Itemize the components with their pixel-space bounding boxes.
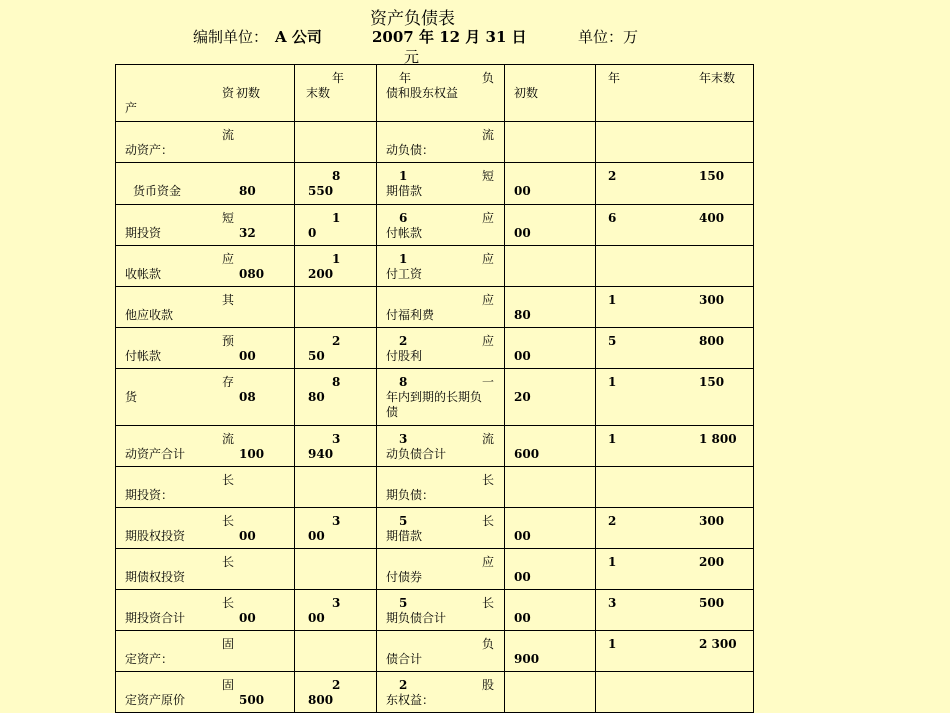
liability-closing-cell: [596, 122, 754, 163]
liability-closing-value: 300: [699, 293, 725, 307]
table-header-row: [116, 65, 754, 122]
liability-name: 期借款: [386, 184, 423, 198]
liability-closing-prefix: 2: [608, 169, 617, 183]
liability-closing-value: 150: [699, 375, 725, 389]
asset-opening-value: 080: [239, 267, 265, 281]
liability-closing-cell: [596, 328, 754, 369]
asset-name: 收帐款: [125, 267, 162, 281]
liability-name: 期负债合计: [386, 611, 447, 625]
asset-closing-top: 8: [332, 375, 341, 389]
asset-name-cell: [116, 163, 295, 205]
liability-closing-cell: [596, 246, 754, 287]
prepared-by-label: 编制单位：: [193, 28, 269, 46]
asset-closing-value: 80: [308, 390, 325, 404]
header-end-bottom: 末数: [306, 86, 331, 100]
liability-prefix-digit: 2: [399, 334, 408, 348]
asset-closing-cell: [295, 328, 377, 369]
asset-name-top: 流: [222, 128, 235, 142]
asset-name-cell: [116, 205, 295, 246]
liability-name-cell: [377, 369, 505, 426]
asset-name: 定资产原价: [125, 693, 186, 707]
asset-name: 期投资：: [125, 488, 174, 502]
table-row: [116, 590, 754, 631]
liability-name-top: 流: [482, 128, 495, 142]
liability-opening-cell: [505, 328, 596, 369]
asset-name: 付帐款: [125, 349, 162, 363]
table-row: [116, 287, 754, 328]
liability-name-top: 流: [482, 432, 495, 446]
table-row: [116, 467, 754, 508]
liability-name: 付帐款: [386, 226, 423, 240]
liability-closing-cell: [596, 426, 754, 467]
header-assets-bottom: 产: [125, 101, 138, 115]
liability-name-top: 长: [482, 473, 495, 487]
asset-name-top: 长: [222, 514, 235, 528]
liability-prefix-digit: 5: [399, 514, 408, 528]
asset-closing-cell: [295, 287, 377, 328]
liability-closing-cell: [596, 467, 754, 508]
liability-prefix-digit: 1: [399, 169, 408, 183]
asset-name-top: 固: [222, 678, 235, 692]
asset-closing-cell: [295, 205, 377, 246]
liability-closing-value: 150: [699, 169, 725, 183]
liability-name: 东权益：: [386, 693, 435, 707]
table-row: [116, 328, 754, 369]
liability-name-top: 长: [482, 514, 495, 528]
asset-name-cell: [116, 631, 295, 672]
asset-opening-value: 00: [239, 611, 256, 625]
liability-closing-cell: [596, 508, 754, 549]
liability-closing-value: 800: [699, 334, 725, 348]
balance-sheet-table: [115, 64, 754, 713]
liability-opening-value: 900: [514, 652, 540, 666]
asset-closing-top: 2: [332, 334, 341, 348]
asset-closing-value: 940: [308, 447, 334, 461]
asset-closing-value: 50: [308, 349, 325, 363]
asset-name-top: 应: [222, 252, 235, 266]
table-row: [116, 122, 754, 163]
liability-opening-cell: [505, 549, 596, 590]
asset-name-cell: [116, 328, 295, 369]
asset-opening-value: 08: [239, 390, 256, 404]
liability-opening-value: 600: [514, 447, 540, 461]
asset-name-top: 长: [222, 596, 235, 610]
asset-closing-cell: [295, 672, 377, 713]
liability-name-cell: [377, 590, 505, 631]
asset-name-cell: [116, 590, 295, 631]
liability-opening-value: 00: [514, 570, 531, 584]
liability-name: 债合计: [386, 652, 423, 666]
liability-opening-cell: [505, 467, 596, 508]
table-row: [116, 426, 754, 467]
asset-name: 期投资: [125, 226, 162, 240]
asset-closing-cell: [295, 246, 377, 287]
header-liab-bottom: 债和股东权益: [386, 86, 459, 100]
liability-name-cell: [377, 467, 505, 508]
liability-opening-cell: [505, 369, 596, 426]
liability-name: 付股利: [386, 349, 423, 363]
liability-opening-cell: [505, 508, 596, 549]
table-row: [116, 205, 754, 246]
liability-name-top: 长: [482, 596, 495, 610]
asset-closing-value: 00: [308, 529, 325, 543]
asset-closing-cell: [295, 467, 377, 508]
liability-closing-cell: [596, 672, 754, 713]
header-end-cell: [295, 65, 377, 122]
asset-closing-cell: [295, 163, 377, 205]
liability-closing-prefix: 1: [608, 555, 617, 569]
liability-closing-prefix: 1: [608, 375, 617, 389]
liability-name-cell: [377, 549, 505, 590]
asset-closing-cell: [295, 631, 377, 672]
liability-closing-cell: [596, 205, 754, 246]
asset-opening-value: 80: [239, 184, 256, 198]
asset-closing-top: 1: [332, 252, 341, 266]
liability-name-cell: [377, 163, 505, 205]
table-row: [116, 369, 754, 426]
asset-closing-value: 0: [308, 226, 317, 240]
header-assets-open: 初数: [236, 86, 261, 100]
asset-closing-top: 3: [332, 514, 341, 528]
liability-closing-cell: [596, 549, 754, 590]
asset-name: 货: [125, 390, 138, 404]
liability-closing-value: 500: [699, 596, 725, 610]
liability-name: 动负债合计: [386, 447, 447, 461]
liability-closing-value: 1 800: [699, 432, 737, 446]
liability-name-cell: [377, 287, 505, 328]
liability-name: 付工资: [386, 267, 423, 281]
asset-name-cell: [116, 508, 295, 549]
table-row: [116, 163, 754, 205]
liability-name-cell: [377, 122, 505, 163]
liability-name-top: 应: [482, 334, 495, 348]
asset-name-top: 存: [222, 375, 235, 389]
table-row: [116, 549, 754, 590]
liability-name: 付债券: [386, 570, 423, 584]
liability-closing-cell: [596, 287, 754, 328]
liability-closing-prefix: 5: [608, 334, 617, 348]
asset-closing-top: 3: [332, 596, 341, 610]
liability-closing-value: 300: [699, 514, 725, 528]
asset-name-cell: [116, 672, 295, 713]
asset-opening-value: 100: [239, 447, 265, 461]
header-liab-open: 初数: [514, 86, 539, 100]
page-title: 资产负债表: [370, 9, 455, 29]
header-liab-top-right: 负: [482, 71, 495, 85]
asset-name-cell: [116, 369, 295, 426]
liability-name-top: 应: [482, 555, 495, 569]
liability-name-top: 一: [482, 375, 495, 389]
liability-closing-cell: [596, 163, 754, 205]
asset-closing-value: 800: [308, 693, 334, 707]
liability-opening-cell: [505, 246, 596, 287]
liability-name: 年内到期的长期负: [386, 390, 483, 404]
liability-opening-cell: [505, 672, 596, 713]
asset-name-top: 固: [222, 637, 235, 651]
liability-closing-value: 2 300: [699, 637, 737, 651]
liability-name-top: 应: [482, 293, 495, 307]
liability-opening-cell: [505, 205, 596, 246]
liability-name-cell: [377, 508, 505, 549]
header-liab-open-cell: [505, 65, 596, 122]
liability-opening-value: 20: [514, 390, 531, 404]
liability-name-cell: [377, 672, 505, 713]
liability-name-top: 股: [482, 678, 495, 692]
asset-name: 期债权投资: [125, 570, 186, 584]
header-assets-cell: [116, 65, 295, 122]
asset-closing-top: 2: [332, 678, 341, 692]
table-row: [116, 631, 754, 672]
liability-closing-prefix: 1: [608, 293, 617, 307]
liability-opening-value: 80: [514, 308, 531, 322]
header-liab-end-left: 年: [608, 71, 621, 85]
table-row: [116, 508, 754, 549]
liability-opening-value: 00: [514, 611, 531, 625]
asset-name-cell: [116, 287, 295, 328]
asset-closing-value: 00: [308, 611, 325, 625]
liability-opening-value: 00: [514, 184, 531, 198]
liability-name-top: 应: [482, 252, 495, 266]
liability-prefix-digit: 5: [399, 596, 408, 610]
asset-closing-cell: [295, 426, 377, 467]
liability-opening-cell: [505, 163, 596, 205]
liability-closing-cell: [596, 369, 754, 426]
asset-name: 动资产：: [125, 143, 174, 157]
liability-name: 期借款: [386, 529, 423, 543]
asset-closing-cell: [295, 369, 377, 426]
asset-opening-value: 00: [239, 529, 256, 543]
liability-name-cell: [377, 205, 505, 246]
asset-name-top: 长: [222, 555, 235, 569]
liability-closing-prefix: 3: [608, 596, 617, 610]
liability-closing-cell: [596, 590, 754, 631]
liability-opening-cell: [505, 122, 596, 163]
asset-closing-top: 3: [332, 432, 341, 446]
liability-closing-prefix: 6: [608, 211, 617, 225]
header-liab-top-left: 年: [399, 71, 412, 85]
asset-name-top: 长: [222, 473, 235, 487]
liability-prefix-digit: 1: [399, 252, 408, 266]
liability-name-top: 短: [482, 169, 495, 183]
asset-name: 货币资金: [133, 184, 182, 198]
liability-closing-prefix: 1: [608, 432, 617, 446]
unit-label: 单位：万: [578, 28, 639, 46]
asset-name-top: 流: [222, 432, 235, 446]
liability-name: 付福利费: [386, 308, 435, 322]
header-liab-end-right: 年末数: [699, 71, 736, 85]
asset-opening-value: 32: [239, 226, 256, 240]
asset-name-cell: [116, 246, 295, 287]
asset-closing-cell: [295, 508, 377, 549]
asset-name-top: 预: [222, 334, 235, 348]
header-liab-end-cell: [596, 65, 754, 122]
liability-name-cell: [377, 246, 505, 287]
liability-name-top: 应: [482, 211, 495, 225]
liability-prefix-digit: 8: [399, 375, 408, 389]
liability-closing-prefix: 2: [608, 514, 617, 528]
asset-name: 期股权投资: [125, 529, 186, 543]
liability-opening-cell: [505, 287, 596, 328]
asset-closing-cell: [295, 549, 377, 590]
unit-label-tail: 元: [404, 48, 420, 66]
liability-opening-value: 00: [514, 226, 531, 240]
asset-opening-value: 500: [239, 693, 265, 707]
liability-name-cont: 债: [386, 405, 399, 419]
liability-opening-cell: [505, 631, 596, 672]
header-assets-top: 资: [222, 86, 235, 100]
company-name: A 公司: [275, 28, 322, 46]
liability-prefix-digit: 3: [399, 432, 408, 446]
asset-name-cell: [116, 549, 295, 590]
asset-closing-top: 8: [332, 169, 341, 183]
asset-opening-value: 00: [239, 349, 256, 363]
asset-closing-value: 200: [308, 267, 334, 281]
asset-closing-cell: [295, 590, 377, 631]
table-row: [116, 672, 754, 713]
asset-name: 动资产合计: [125, 447, 186, 461]
liability-opening-value: 00: [514, 529, 531, 543]
table-row: [116, 246, 754, 287]
asset-name-cell: [116, 122, 295, 163]
liability-opening-cell: [505, 426, 596, 467]
asset-name: 期投资合计: [125, 611, 186, 625]
liability-name-cell: [377, 328, 505, 369]
liability-name: 动负债：: [386, 143, 435, 157]
liability-prefix-digit: 2: [399, 678, 408, 692]
asset-name-top: 其: [222, 293, 235, 307]
liability-opening-cell: [505, 590, 596, 631]
asset-name: 他应收款: [125, 308, 174, 322]
liability-closing-prefix: 1: [608, 637, 617, 651]
header-liab-cell: [377, 65, 505, 122]
asset-name-cell: [116, 426, 295, 467]
liability-closing-cell: [596, 631, 754, 672]
asset-name-cell: [116, 467, 295, 508]
liability-name: 期负债：: [386, 488, 435, 502]
asset-name: 定资产：: [125, 652, 174, 666]
liability-name-top: 负: [482, 637, 495, 651]
liability-closing-value: 200: [699, 555, 725, 569]
liability-closing-value: 400: [699, 211, 725, 225]
liability-name-cell: [377, 426, 505, 467]
asset-closing-top: 1: [332, 211, 341, 225]
report-date: 2007 年 12 月 31 日: [372, 28, 527, 46]
asset-closing-cell: [295, 122, 377, 163]
asset-name-top: 短: [222, 211, 235, 225]
asset-closing-value: 550: [308, 184, 334, 198]
liability-name-cell: [377, 631, 505, 672]
header-end-top: 年: [332, 71, 345, 85]
liability-opening-value: 00: [514, 349, 531, 363]
liability-prefix-digit: 6: [399, 211, 408, 225]
